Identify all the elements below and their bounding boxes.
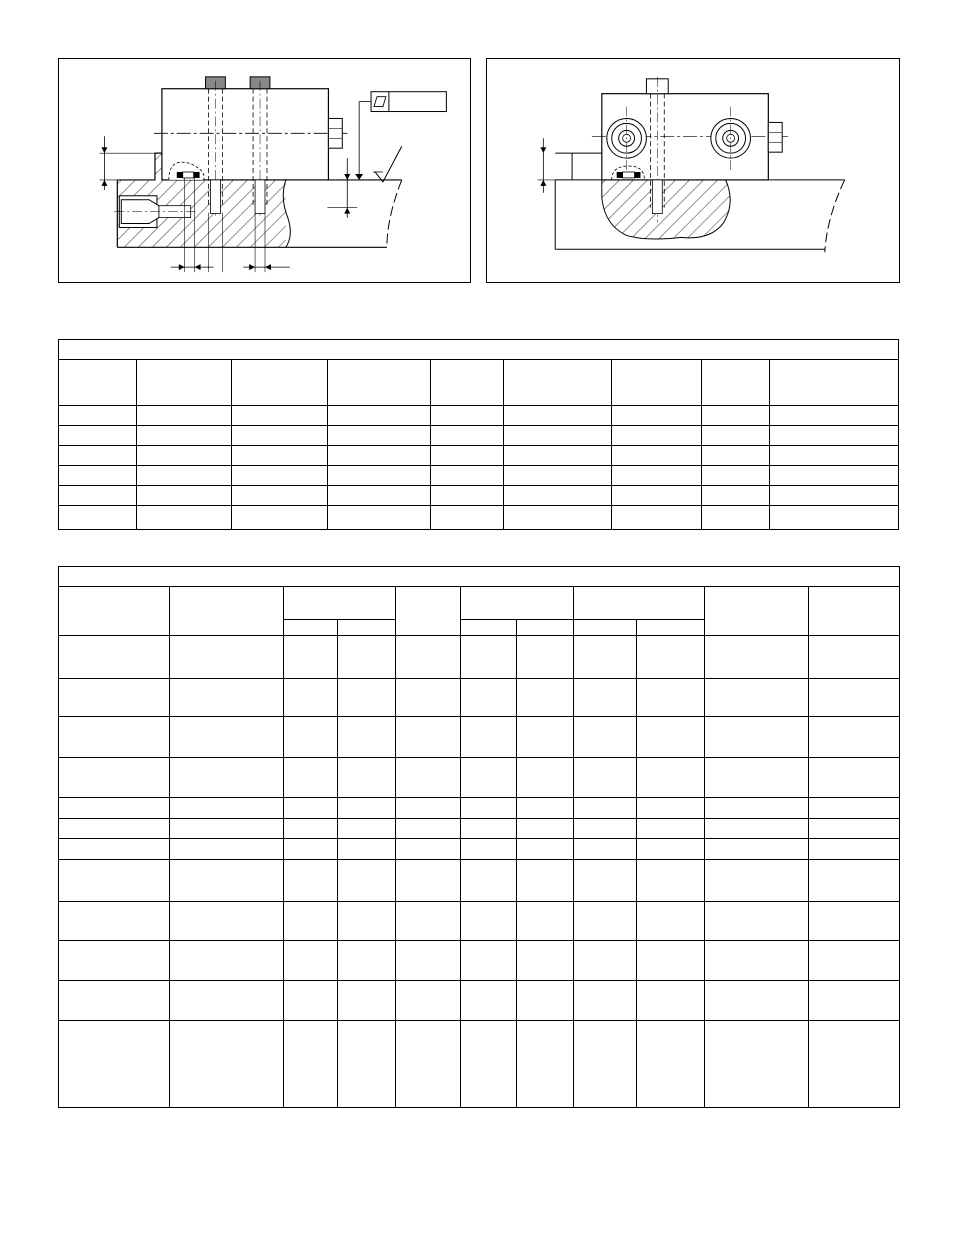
table-cell xyxy=(430,505,503,529)
table-row xyxy=(59,901,899,940)
table-cell xyxy=(327,505,430,529)
table-cell xyxy=(169,818,283,838)
table-cell xyxy=(430,485,503,505)
table-row xyxy=(59,425,898,445)
table-row xyxy=(59,797,899,818)
o-ring-left xyxy=(177,172,183,178)
table-cell xyxy=(516,635,573,678)
table-cell xyxy=(231,505,327,529)
table-cell xyxy=(704,797,808,818)
table-cell xyxy=(503,485,611,505)
table-cell xyxy=(337,901,395,940)
table-cell xyxy=(516,940,573,980)
table-cell xyxy=(636,1020,704,1107)
table-cell xyxy=(169,797,283,818)
table-cell xyxy=(769,405,898,425)
table-cell xyxy=(503,465,611,485)
table-cell xyxy=(327,445,430,465)
table-cell xyxy=(59,901,169,940)
table-cell xyxy=(808,716,899,757)
table-cell xyxy=(283,757,337,797)
table-cell xyxy=(337,716,395,757)
table-cell xyxy=(136,465,231,485)
table-cell xyxy=(769,505,898,529)
table-cell xyxy=(573,757,636,797)
table-cell xyxy=(395,1020,460,1107)
table-cell xyxy=(636,838,704,859)
table-cell xyxy=(460,678,516,716)
table-cell xyxy=(573,940,636,980)
table-cell xyxy=(516,797,573,818)
header-cell xyxy=(59,359,136,405)
table-row xyxy=(59,465,898,485)
table-cell xyxy=(460,859,516,901)
table-cell xyxy=(808,940,899,980)
table-cell xyxy=(460,818,516,838)
o-ring-right xyxy=(194,172,200,178)
header-cell xyxy=(231,359,327,405)
table-cell xyxy=(636,797,704,818)
table-cell xyxy=(460,980,516,1020)
table-cell xyxy=(636,940,704,980)
table-cell xyxy=(769,425,898,445)
table-cell xyxy=(59,505,136,529)
table-cell xyxy=(516,716,573,757)
table-cell xyxy=(430,425,503,445)
header-group-cell xyxy=(460,586,573,619)
table-row xyxy=(59,940,899,980)
header-cell xyxy=(701,359,769,405)
table-cell xyxy=(327,485,430,505)
table-cell xyxy=(169,940,283,980)
table-cell xyxy=(169,1020,283,1107)
table-cell xyxy=(283,635,337,678)
flatness-tolerance-frame xyxy=(371,92,446,112)
table-cell xyxy=(704,678,808,716)
table-cell xyxy=(701,505,769,529)
table-cell xyxy=(573,797,636,818)
table-cell xyxy=(460,901,516,940)
table-cell xyxy=(516,980,573,1020)
table-cell xyxy=(573,859,636,901)
table-cell xyxy=(136,485,231,505)
table-cell xyxy=(808,757,899,797)
table-row xyxy=(59,635,899,678)
table-cell xyxy=(769,485,898,505)
table-cell xyxy=(395,716,460,757)
table-cell xyxy=(636,678,704,716)
table-cell xyxy=(704,716,808,757)
end-view-drawing xyxy=(487,59,899,282)
table-cell xyxy=(59,838,169,859)
table-cell xyxy=(573,678,636,716)
table-row xyxy=(59,716,899,757)
table-cell xyxy=(808,838,899,859)
table-cell xyxy=(395,980,460,1020)
table-cell xyxy=(808,818,899,838)
table-cell xyxy=(611,445,701,465)
table-title-row xyxy=(59,567,899,586)
header-group-cell xyxy=(573,586,704,619)
table-row xyxy=(59,859,899,901)
header-cell xyxy=(611,359,701,405)
table-cell xyxy=(573,838,636,859)
table-cell xyxy=(460,797,516,818)
table-cell xyxy=(337,818,395,838)
table-row xyxy=(59,1020,899,1107)
table-cell xyxy=(704,940,808,980)
table-cell xyxy=(231,445,327,465)
subheader-cell xyxy=(460,619,516,635)
table-cell xyxy=(704,1020,808,1107)
table-cell xyxy=(611,405,701,425)
table-cell xyxy=(169,838,283,859)
table-cell xyxy=(636,980,704,1020)
table-cell xyxy=(808,859,899,901)
table-cell xyxy=(59,425,136,445)
table-cell xyxy=(59,980,169,1020)
table-cell xyxy=(808,678,899,716)
table-cell xyxy=(59,678,169,716)
table-header-row xyxy=(59,359,898,405)
table-cell xyxy=(327,405,430,425)
table-cell xyxy=(283,940,337,980)
table-cell xyxy=(701,445,769,465)
table-cell xyxy=(169,980,283,1020)
table-cell xyxy=(395,635,460,678)
table-cell xyxy=(395,859,460,901)
table-cell xyxy=(460,757,516,797)
table-cell xyxy=(231,485,327,505)
table-cell xyxy=(59,445,136,465)
table-cell xyxy=(169,757,283,797)
table-cell xyxy=(808,635,899,678)
table-cell xyxy=(516,1020,573,1107)
table-cell xyxy=(395,757,460,797)
subheader-cell xyxy=(636,619,704,635)
header-cell xyxy=(327,359,430,405)
table-cell xyxy=(704,635,808,678)
table-cell xyxy=(283,838,337,859)
end-fitting xyxy=(328,118,342,148)
header-cell xyxy=(169,586,283,635)
o-ring-left xyxy=(617,172,623,178)
table-cell xyxy=(430,445,503,465)
table-cell xyxy=(704,818,808,838)
dimensions-table xyxy=(58,339,899,530)
table-cell xyxy=(59,465,136,485)
table-cell xyxy=(136,425,231,445)
header-cell xyxy=(704,586,808,635)
table-cell xyxy=(701,465,769,485)
base-hatch xyxy=(602,180,730,239)
table-cell xyxy=(337,757,395,797)
table-cell xyxy=(136,505,231,529)
table-cell xyxy=(704,980,808,1020)
table-cell xyxy=(611,465,701,485)
table-row xyxy=(59,838,899,859)
table-cell xyxy=(636,716,704,757)
table-cell xyxy=(169,635,283,678)
table-cell xyxy=(59,859,169,901)
table-row xyxy=(59,505,898,529)
table-cell xyxy=(573,716,636,757)
header-cell xyxy=(808,586,899,635)
table-cell xyxy=(573,1020,636,1107)
table-cell xyxy=(636,901,704,940)
table-header-row xyxy=(59,586,899,619)
table-cell xyxy=(503,505,611,529)
table-cell xyxy=(516,859,573,901)
table-cell xyxy=(611,505,701,529)
table-cell xyxy=(769,445,898,465)
table-cell xyxy=(136,405,231,425)
table-cell xyxy=(337,838,395,859)
subheader-cell xyxy=(283,619,337,635)
o-ring-right xyxy=(635,172,641,178)
table-cell xyxy=(283,859,337,901)
surface-finish-icon xyxy=(375,146,402,182)
table-cell xyxy=(59,405,136,425)
table-title-cell xyxy=(59,567,899,586)
table-cell xyxy=(611,485,701,505)
table-cell xyxy=(59,818,169,838)
table-cell xyxy=(283,901,337,940)
side-view-drawing xyxy=(59,59,470,282)
header-cell xyxy=(395,586,460,635)
table-cell xyxy=(283,678,337,716)
table-row xyxy=(59,818,899,838)
table-cell xyxy=(59,940,169,980)
table-cell xyxy=(337,980,395,1020)
table-cell xyxy=(395,797,460,818)
table-cell xyxy=(136,445,231,465)
table-cell xyxy=(503,405,611,425)
table-cell xyxy=(460,838,516,859)
table-cell xyxy=(59,797,169,818)
table-cell xyxy=(169,678,283,716)
table-cell xyxy=(704,757,808,797)
table-cell xyxy=(516,678,573,716)
table-cell xyxy=(59,757,169,797)
specifications-table xyxy=(58,566,900,1108)
header-cell xyxy=(430,359,503,405)
table-title-cell xyxy=(59,340,898,359)
table-cell xyxy=(337,859,395,901)
table-cell xyxy=(337,635,395,678)
table-cell xyxy=(636,635,704,678)
table-cell xyxy=(59,485,136,505)
table-cell xyxy=(283,1020,337,1107)
table-cell xyxy=(59,635,169,678)
table-cell xyxy=(327,465,430,485)
table-row xyxy=(59,485,898,505)
header-cell xyxy=(769,359,898,405)
table-cell xyxy=(395,818,460,838)
table-cell xyxy=(59,716,169,757)
table-cell xyxy=(395,838,460,859)
header-group-cell xyxy=(283,586,395,619)
table-cell xyxy=(516,818,573,838)
table-cell xyxy=(769,465,898,485)
table-cell xyxy=(573,980,636,1020)
subheader-cell xyxy=(337,619,395,635)
table-cell xyxy=(636,818,704,838)
table-row xyxy=(59,678,899,716)
table-cell xyxy=(701,425,769,445)
table-cell xyxy=(337,678,395,716)
table-title-row xyxy=(59,340,898,359)
table-cell xyxy=(516,838,573,859)
table-cell xyxy=(701,485,769,505)
table-cell xyxy=(808,980,899,1020)
header-cell xyxy=(503,359,611,405)
table-cell xyxy=(573,901,636,940)
table-cell xyxy=(573,635,636,678)
table-cell xyxy=(503,445,611,465)
header-cell xyxy=(59,586,169,635)
subheader-cell xyxy=(516,619,573,635)
table-cell xyxy=(283,818,337,838)
table-cell xyxy=(337,797,395,818)
table-cell xyxy=(503,425,611,445)
subheader-cell xyxy=(573,619,636,635)
table-cell xyxy=(395,678,460,716)
table-cell xyxy=(231,425,327,445)
table-cell xyxy=(337,1020,395,1107)
table-cell xyxy=(611,425,701,445)
table-cell xyxy=(460,1020,516,1107)
table-cell xyxy=(808,901,899,940)
table-cell xyxy=(283,980,337,1020)
table-cell xyxy=(231,465,327,485)
end-fitting xyxy=(768,122,782,152)
table-cell xyxy=(430,465,503,485)
table-cell xyxy=(460,940,516,980)
table-cell xyxy=(704,901,808,940)
table-cell xyxy=(460,635,516,678)
header-cell xyxy=(136,359,231,405)
table-row xyxy=(59,405,898,425)
installation-side-view-figure xyxy=(58,58,471,283)
table-cell xyxy=(283,797,337,818)
table-cell xyxy=(573,818,636,838)
table-cell xyxy=(701,405,769,425)
table-cell xyxy=(460,716,516,757)
table-cell xyxy=(327,425,430,445)
table-cell xyxy=(636,859,704,901)
table-cell xyxy=(516,901,573,940)
installation-end-view-figure xyxy=(486,58,900,283)
table-row xyxy=(59,757,899,797)
table-row xyxy=(59,445,898,465)
table-cell xyxy=(516,757,573,797)
table-row xyxy=(59,980,899,1020)
table-cell xyxy=(636,757,704,797)
table-cell xyxy=(337,940,395,980)
table-cell xyxy=(808,797,899,818)
table-cell xyxy=(430,405,503,425)
table-cell xyxy=(169,859,283,901)
table-cell xyxy=(231,405,327,425)
table-cell xyxy=(59,1020,169,1107)
table-cell xyxy=(704,859,808,901)
table-cell xyxy=(169,901,283,940)
table-cell xyxy=(704,838,808,859)
table-cell xyxy=(395,901,460,940)
table-cell xyxy=(283,716,337,757)
table-cell xyxy=(808,1020,899,1107)
table-cell xyxy=(395,940,460,980)
table-cell xyxy=(169,716,283,757)
